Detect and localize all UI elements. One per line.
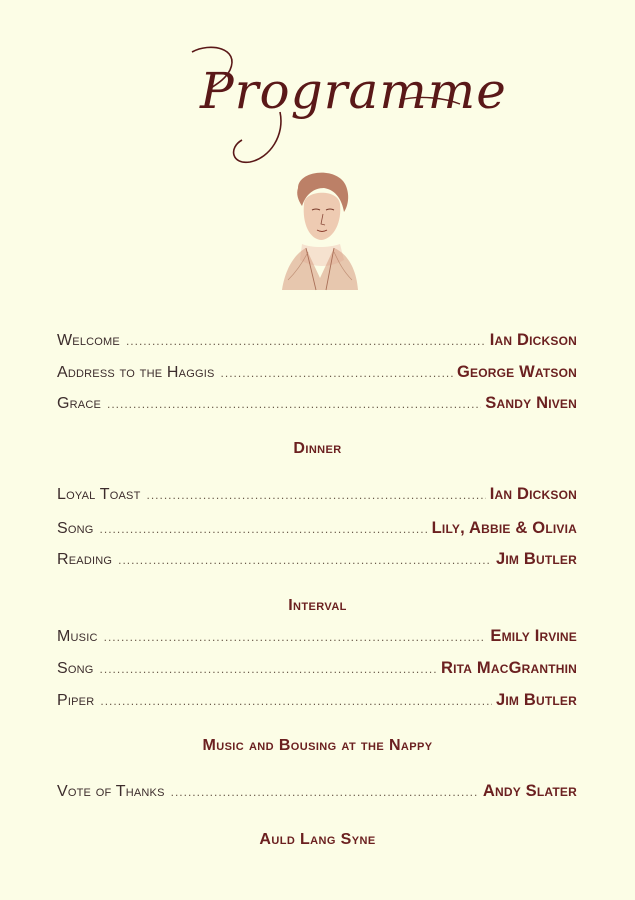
item-label: Grace bbox=[57, 395, 102, 412]
dot-leader bbox=[221, 367, 453, 379]
item-label: Music bbox=[57, 628, 98, 645]
programme-item-loyal-toast bbox=[57, 485, 577, 504]
dot-leader bbox=[126, 335, 486, 347]
programme-title-script bbox=[170, 40, 507, 170]
programme-item-reading bbox=[57, 550, 577, 569]
dot-leader bbox=[147, 489, 486, 501]
programme-item-music bbox=[57, 627, 577, 646]
item-performer: Lily, Abbie & Olivia bbox=[431, 519, 577, 537]
dot-leader bbox=[100, 663, 437, 675]
dot-leader bbox=[107, 398, 481, 410]
item-performer: George Watson bbox=[456, 363, 577, 381]
programme-item-song-2 bbox=[57, 659, 577, 678]
programme-item-address-haggis bbox=[57, 363, 577, 382]
section-heading-interval: Interval bbox=[288, 597, 347, 614]
item-performer: Andy Slater bbox=[482, 782, 577, 800]
item-label: Reading bbox=[57, 551, 113, 568]
item-label: Address to the Haggis bbox=[57, 364, 215, 381]
programme-item-piper bbox=[57, 691, 577, 710]
programme-title bbox=[170, 40, 507, 160]
dot-leader bbox=[118, 554, 492, 566]
portrait-illustration bbox=[268, 160, 368, 300]
item-performer: Rita MacGranthin bbox=[440, 659, 577, 677]
svg-text:Programme: Programme bbox=[200, 62, 507, 120]
programme-item-vote-of-thanks bbox=[57, 782, 577, 801]
item-label: Welcome bbox=[57, 332, 120, 349]
dot-leader bbox=[100, 695, 492, 707]
dot-leader bbox=[100, 523, 428, 535]
item-performer: Jim Butler bbox=[495, 691, 577, 709]
section-heading-dinner: Dinner bbox=[293, 440, 342, 457]
item-label: Vote of Thanks bbox=[57, 783, 165, 800]
item-label: Song bbox=[57, 520, 94, 537]
programme-item-song-1 bbox=[57, 519, 577, 538]
item-performer: Ian Dickson bbox=[489, 485, 577, 503]
item-performer: Sandy Niven bbox=[485, 394, 577, 412]
programme-item-welcome bbox=[57, 331, 577, 350]
item-label: Loyal Toast bbox=[57, 486, 141, 503]
item-performer: Ian Dickson bbox=[489, 331, 577, 349]
programme-item-grace bbox=[57, 394, 577, 413]
dot-leader bbox=[171, 786, 479, 798]
item-performer: Jim Butler bbox=[495, 550, 577, 568]
section-heading-music-bousing: Music and Bousing at the Nappy bbox=[202, 737, 433, 754]
item-label: Piper bbox=[57, 692, 95, 709]
item-performer: Emily Irvine bbox=[490, 627, 577, 645]
item-label: Song bbox=[57, 660, 94, 677]
section-heading-auld-lang-syne: Auld Lang Syne bbox=[259, 831, 376, 848]
dot-leader bbox=[104, 631, 487, 643]
